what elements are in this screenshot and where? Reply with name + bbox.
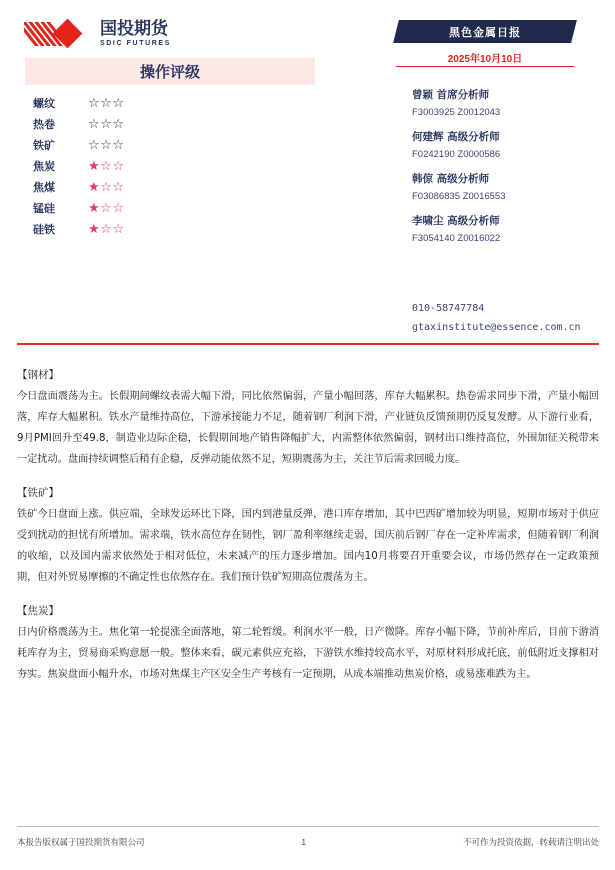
star-hollow-icon: ☆ (88, 137, 101, 152)
rating-row (25, 92, 315, 113)
star-filled-icon: ★ (88, 221, 101, 236)
star-filled-icon: ★ (88, 158, 101, 173)
report-content (17, 365, 599, 698)
section-paragraph: 日内价格震荡为主。焦化第一轮提涨全面落地，第二轮暂缓。利润水平一般，日产微降。库存小幅下降，节前补库后，目前下游消耗库存为主，贸易商采购意愿一般。整体来看，碳元素供应充裕，下游铁水维持较高水平，对原材料形成托底，前低附近支撑相对夯实。焦炭盘面小幅升水，市场对焦煤主产区安全生产考核有一定预期，从成本端推动焦炭价格，或易涨难跌为主。 (17, 627, 599, 680)
star-hollow-icon: ☆ (100, 200, 113, 215)
analyst-name: 韩倞 高级分析师 (412, 173, 490, 185)
rating-stars (88, 201, 124, 214)
footer-disclaimer: 不可作为投资依据，转载请注明出处 (462, 838, 599, 848)
star-hollow-icon: ☆ (112, 137, 125, 152)
star-hollow-icon: ☆ (100, 179, 113, 194)
star-filled-icon: ★ (88, 200, 101, 215)
star-hollow-icon: ☆ (112, 200, 125, 215)
rating-row (25, 197, 315, 218)
analyst-entry (412, 128, 612, 164)
contact-email[interactable]: gtaxinstitute@essence.com.cn (412, 322, 581, 333)
rating-row (25, 218, 315, 239)
section-paragraph: 今日盘面震荡为主。长假期间螺纹表需大幅下滑，同比依然偏弱，产量小幅回落，库存大幅累积。热卷需求同步下滑，产量小幅回落，库存大幅累积。铁水产量维持高位，下游承接能力不足，随着钢厂利润下滑，产业链负反馈预期仍反复发酵。从下游行业看，9月PMI回升至49.8，制造业边际企稳，长假期间地产销售降幅扩大，内需整体依然偏弱，钢材出口维持高位，外围加征关税带来一定扰动。盘面持续调整后稍有企稳，反弹动能依然不足，短期震荡为主，关注节后需求回暖力度。 (17, 391, 599, 465)
contact-phone: 010-58747784 (412, 303, 485, 314)
rating-commodity-label: 焦炭 (33, 159, 55, 173)
section-heading: 【焦炭】 (17, 605, 59, 617)
footer-copyright: 本报告版权属于国投期货有限公司 (17, 838, 145, 848)
section-heading: 【钢材】 (17, 369, 59, 381)
analyst-license-codes: F0242190 Z0000586 (412, 149, 501, 160)
document-header (0, 0, 615, 333)
analyst-entry (412, 86, 612, 122)
star-hollow-icon: ☆ (112, 221, 125, 236)
section-paragraph: 铁矿今日盘面上涨。供应端，全球发运环比下降，国内到港量反弹，港口库存增加，其中巴西矿增加较为明显，短期市场对于供应受到扰动的担忧有所增加。需求端，铁水高位存在韧性，钢厂盈利率继续走弱，国庆前后钢厂存在一定补库需求，但随着钢厂利润的收缩，以及国内需求依然处于相对低位，未来减产的压力逐步增加。国内10月将要召开重要会议，市场仍然存在一定政策预期，但对外贸易摩擦的不确定性也依然存在。我们预计铁矿短期高位震荡为主。 (17, 509, 599, 583)
star-hollow-icon: ☆ (100, 137, 113, 152)
report-section (17, 483, 599, 588)
analyst-list (412, 86, 612, 254)
document-footer (17, 836, 599, 848)
star-filled-icon: ★ (88, 179, 101, 194)
analyst-entry (412, 212, 612, 248)
star-hollow-icon: ☆ (112, 158, 125, 173)
star-hollow-icon: ☆ (100, 95, 113, 110)
rating-stars (88, 159, 124, 172)
star-hollow-icon: ☆ (88, 116, 101, 131)
report-date-underline (396, 66, 574, 67)
rating-stars (88, 96, 124, 109)
rating-panel-title-bar (25, 58, 315, 85)
star-hollow-icon: ☆ (100, 158, 113, 173)
logo-company-name-en: SDIC FUTURES (100, 40, 171, 47)
company-logo (24, 17, 171, 51)
rating-panel-title: 操作评级 (139, 63, 200, 81)
section-heading: 【铁矿】 (17, 487, 59, 499)
star-hollow-icon: ☆ (112, 116, 125, 131)
rating-stars (88, 180, 124, 193)
analyst-license-codes: F3003925 Z0012043 (412, 107, 501, 118)
rating-row (25, 155, 315, 176)
logo-company-name-cn: 国投期货 (100, 19, 168, 39)
rating-commodity-label: 热卷 (33, 117, 55, 131)
rating-stars (88, 222, 124, 235)
star-hollow-icon: ☆ (100, 116, 113, 131)
rating-commodity-label: 铁矿 (33, 138, 55, 152)
rating-commodity-label: 锰硅 (33, 201, 55, 215)
analyst-license-codes: F3054140 Z0016022 (412, 233, 501, 244)
logo-mark-icon (24, 19, 98, 49)
rating-row (25, 113, 315, 134)
rating-row (25, 134, 315, 155)
analyst-name: 何建辉 高级分析师 (412, 131, 500, 143)
star-hollow-icon: ☆ (112, 95, 125, 110)
rating-table (25, 92, 315, 239)
rating-row (25, 176, 315, 197)
analyst-name: 曾颖 首席分析师 (412, 89, 490, 101)
star-hollow-icon: ☆ (100, 221, 113, 236)
analyst-entry (412, 170, 612, 206)
rating-commodity-label: 焦煤 (33, 180, 55, 194)
star-hollow-icon: ☆ (112, 179, 125, 194)
report-section (17, 601, 599, 685)
rating-stars (88, 117, 124, 130)
rating-commodity-label: 硅铁 (33, 222, 55, 236)
footer-divider (17, 826, 599, 827)
analyst-name: 李啸尘 高级分析师 (412, 215, 500, 227)
report-section (17, 365, 599, 470)
rating-commodity-label: 螺纹 (33, 96, 55, 110)
analyst-license-codes: F03086835 Z0016553 (412, 191, 506, 202)
footer-page-number: 1 (301, 837, 307, 847)
rating-stars (88, 138, 124, 151)
logo-text (100, 21, 171, 47)
report-date: 2025年10月10日 (447, 54, 523, 65)
header-divider (17, 343, 599, 345)
star-hollow-icon: ☆ (88, 95, 101, 110)
report-title: 黑色金属日报 (449, 25, 521, 39)
